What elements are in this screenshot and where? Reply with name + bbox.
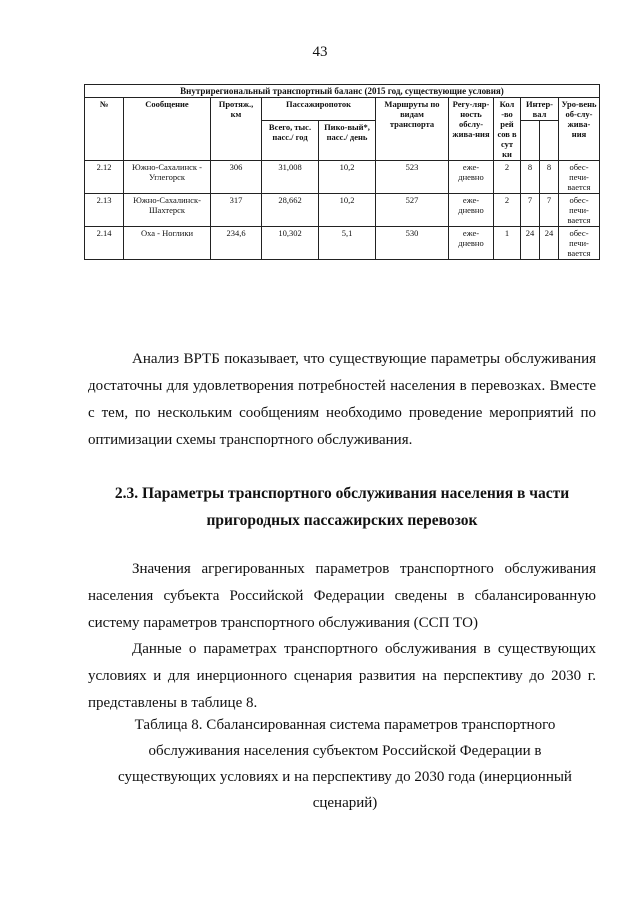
table-8-caption: Таблица 8. Сбалансированная система параметров транспортного обслуживания населения субъектом Российской Федерации в существующих условиях и на перспективу до 2030 года (инерционный сценарий) [118,717,572,811]
ssp-paragraph: Значения агрегированных параметров транспортного обслуживания населения субъекта Российской Федерации сведены в сбалансированную систему параметров транспортного обслуживания (ССП ТО) [88,561,596,631]
cell-num: 2.14 [85,227,124,260]
cell-interval-a: 24 [521,227,540,260]
header-service-level: Уро-вень об-слу-жива-ния [559,98,600,161]
cell-total: 28,662 [262,194,319,227]
cell-num: 2.12 [85,161,124,194]
header-count: Кол -во рей сов в сут ки [494,98,521,161]
cell-num: 2.13 [85,194,124,227]
data-paragraph: Данные о параметрах транспортного обслуживания в существующих условиях и для инерционного сценария развития на перспективу до 2030 г. представлены в таблице 8. [88,641,596,711]
cell-count: 1 [494,227,521,260]
header-routes-by-mode: Маршруты по видам транспорта [376,98,449,161]
header-num: № [85,98,124,161]
cell-route: Южно-Сахалинск - Углегорск [124,161,211,194]
table-caption: Внутрирегиональный транспортный баланс (2015 год, существующие условия) [85,85,600,98]
cell-routes: 530 [376,227,449,260]
cell-interval-b: 24 [540,227,559,260]
cell-service-level: обес-печи-вается [559,194,600,227]
cell-length: 234,6 [211,227,262,260]
cell-service-level: обес-печи-вается [559,227,600,260]
table-row [85,161,600,194]
header-passenger-flow: Пассажиропоток [262,98,376,121]
page-number: 43 [312,44,328,60]
cell-interval-a: 7 [521,194,540,227]
cell-length: 306 [211,161,262,194]
header-interval: Интер-вал [521,98,559,121]
cell-peak: 10,2 [319,194,376,227]
cell-peak: 5,1 [319,227,376,260]
header-interval-a [521,121,540,161]
header-route: Сообщение [124,98,211,161]
cell-peak: 10,2 [319,161,376,194]
table-row [85,194,600,227]
cell-interval-b: 8 [540,161,559,194]
header-regularity: Регу-ляр-ность обслу-жива-ния [449,98,494,161]
cell-interval-a: 8 [521,161,540,194]
cell-total: 31,008 [262,161,319,194]
cell-regularity: еже-дневно [449,161,494,194]
transport-balance-table [84,84,600,260]
header-length: Протяж., км [211,98,262,161]
section-heading: 2.3. Параметры транспортного обслуживания населения в части пригородных пассажирских перевозок [114,485,570,529]
cell-regularity: еже-дневно [449,194,494,227]
cell-regularity: еже-дневно [449,227,494,260]
cell-routes: 523 [376,161,449,194]
table-row [85,227,600,260]
cell-count: 2 [494,161,521,194]
header-interval-b [540,121,559,161]
header-peak: Пико-вый*, пасс./ день [319,121,376,161]
cell-service-level: обес-печи-вается [559,161,600,194]
cell-route: Оха - Ноглики [124,227,211,260]
header-total: Всего, тыс. пасс./ год [262,121,319,161]
analysis-paragraph: Анализ ВРТБ показывает, что существующие параметры обслуживания достаточны для удовлетворения потребностей населения в перевозках. Вместе с тем, по нескольким сообщениям необходимо проведение мероприятий по оптимизации схемы транспортного обслуживания. [88,351,596,448]
cell-length: 317 [211,194,262,227]
cell-count: 2 [494,194,521,227]
cell-route: Южно-Сахалинск-Шахтерск [124,194,211,227]
cell-interval-b: 7 [540,194,559,227]
cell-total: 10,302 [262,227,319,260]
cell-routes: 527 [376,194,449,227]
